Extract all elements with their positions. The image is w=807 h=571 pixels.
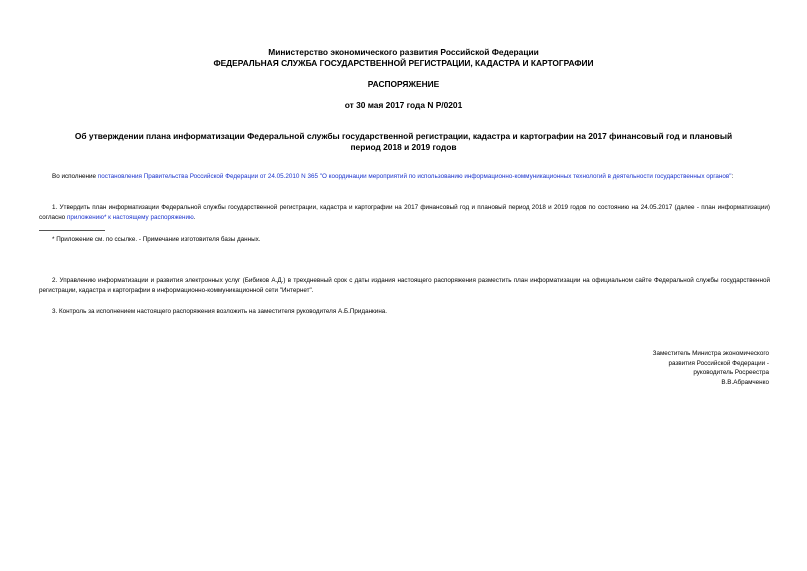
item-3-paragraph: 3. Контроль за исполнением настоящего распоряжения возложить на заместителя руководителя А.Б.Приданкина. — [52, 308, 388, 315]
signature-position-line2: развития Российской Федерации - — [668, 359, 769, 367]
signature-position-line1: Заместитель Министра экономического — [652, 350, 769, 357]
preamble-paragraph — [39, 172, 770, 182]
signature-name: В.В.Абрамченко — [721, 378, 769, 386]
item-1-paragraph — [39, 203, 770, 222]
item-1-tail: . — [193, 213, 196, 221]
preamble-lead: Во исполнение — [52, 173, 98, 180]
document-title-line1: Об утверждении плана информатизации Федеральной службы государственной регистрации, кадастра и картографии на 2017 финансовый год и плановый — [74, 131, 733, 141]
document-title-line2: период 2018 и 2019 годов — [350, 142, 457, 152]
ministry-name: Министерство экономического развития Российской Федерации — [268, 47, 539, 57]
service-name: ФЕДЕРАЛЬНАЯ СЛУЖБА ГОСУДАРСТВЕННОЙ РЕГИСТРАЦИИ, КАДАСТРА И КАРТОГРАФИИ — [213, 58, 594, 68]
item-2-paragraph: 2. Управлению информатизации и развития электронных услуг (Бибиков А.Д.) в трехдневный срок с даты издания настоящего распоряжения разместить план информатизации на официальном сайте Федеральной службы государственной регистрации, кадастра и картографии в информационно-коммуникационной сети "Интернет". — [39, 277, 770, 294]
government-decree-link[interactable]: постановления Правительства Российской Федерации от 24.05.2010 N 365 "О координации мероприятий по использованию информационно-коммуникационных технологий в деятельности государственных органов" — [97, 173, 732, 180]
preamble-tail: : — [731, 173, 734, 180]
footnote: * Приложение см. по ссылке. - Примечание изготовителя базы данных. — [52, 236, 261, 243]
appendix-link[interactable]: приложению* к настоящему распоряжению — [66, 213, 194, 221]
document-type: РАСПОРЯЖЕНИЕ — [367, 79, 440, 89]
document-date-number: от 30 мая 2017 года N Р/0201 — [344, 100, 463, 110]
signature-block — [653, 349, 769, 387]
item-1-text: 1. Утвердить план информатизации Федеральной службы государственной регистрации, кадастра и картографии на 2017 финансовый год и плановый период 2018 и 2019 годов по состоянию на 24.05.2017 (далее - план информатизации) согласно — [39, 204, 770, 221]
signature-position-line3: руководитель Росреестра — [693, 369, 769, 377]
footnote-divider — [39, 230, 105, 231]
